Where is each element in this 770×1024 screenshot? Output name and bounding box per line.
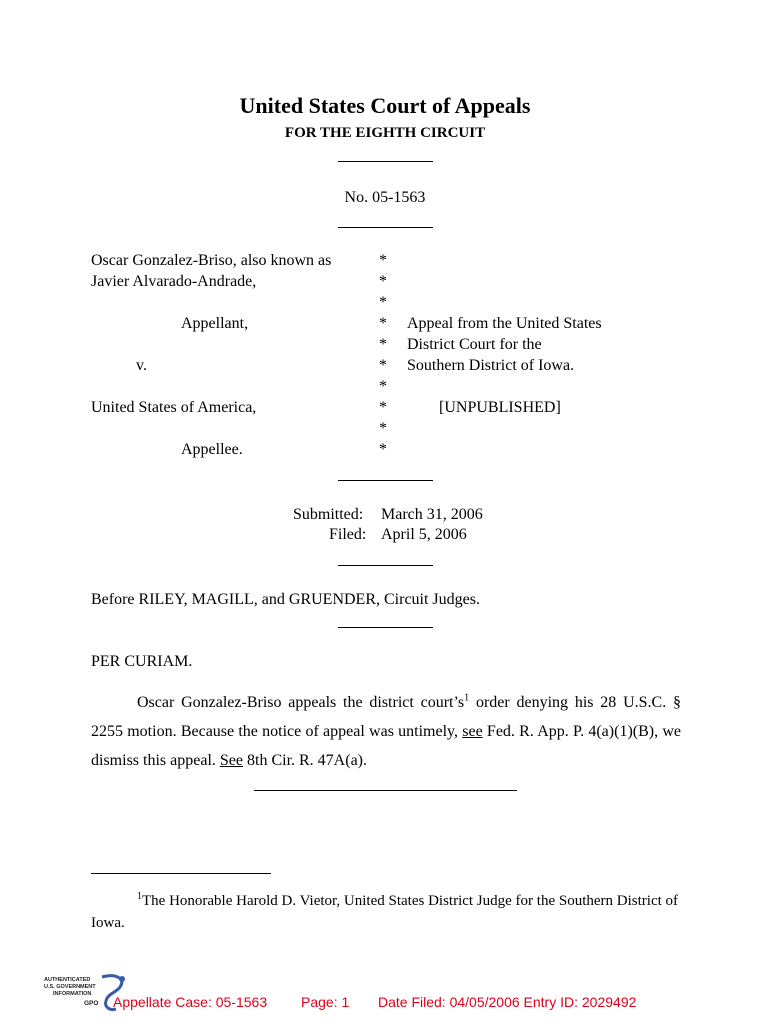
opinion-text: Oscar Gonzalez-Briso appeals the district court’s	[137, 694, 465, 711]
appeal-from-line3: Southern District of Iowa.	[407, 357, 575, 374]
caption-star: *	[379, 441, 387, 458]
logo-text: INFORMATION	[53, 991, 92, 997]
opinion-text: 8th Cir. R. 47A(a).	[243, 752, 367, 769]
submitted-label: Submitted:	[293, 506, 364, 523]
logo-text: U.S. GOVERNMENT	[44, 984, 96, 990]
per-curiam-heading: PER CURIAM.	[91, 653, 193, 670]
filed-date: April 5, 2006	[381, 526, 467, 543]
divider	[338, 161, 433, 162]
eagle-head-icon	[119, 976, 125, 982]
divider	[338, 627, 433, 628]
party2-role: Appellee.	[181, 441, 243, 458]
divider	[338, 227, 433, 228]
logo-text: AUTHENTICATED	[44, 977, 91, 983]
caption-star: *	[379, 399, 387, 416]
stamp-case-number: Appellate Case: 05-1563	[113, 994, 268, 1010]
citation-signal: See	[219, 752, 243, 769]
caption-star: *	[379, 420, 387, 437]
case-number: No. 05-1563	[344, 189, 426, 206]
filed-label: Filed:	[329, 526, 367, 543]
appeal-from-line2: District Court for the	[407, 336, 542, 353]
end-rule	[254, 790, 517, 791]
caption-star: *	[379, 357, 387, 374]
caption-star: *	[379, 294, 387, 311]
circuit-subtitle: FOR THE EIGHTH CIRCUIT	[284, 125, 486, 141]
opinion-text: Fed. R. App. P. 4(a)(1)(B), we dismiss this appeal.	[91, 723, 681, 769]
party2-name: United States of America,	[91, 399, 257, 416]
caption-star: *	[379, 378, 387, 395]
stamp-date-filed: Date Filed: 04/05/2006 Entry ID: 2029492	[378, 994, 637, 1010]
versus: v.	[136, 357, 147, 374]
logo-text: GPO	[84, 1000, 99, 1007]
footnote-separator	[91, 873, 271, 874]
divider	[338, 565, 433, 566]
opinion-paragraph	[91, 688, 681, 775]
footnote-text: The Honorable Harold D. Vietor, United States District Judge for the Southern District of Iowa.	[91, 893, 679, 931]
citation-signal: see	[462, 723, 483, 740]
appeal-from-line1: Appeal from the United States	[407, 315, 602, 332]
publication-status: [UNPUBLISHED]	[439, 399, 561, 416]
footnote-marker: 1	[137, 891, 142, 902]
caption-star: *	[379, 315, 387, 332]
panel-judges: Before RILEY, MAGILL, and GRUENDER, Circuit Judges.	[91, 591, 480, 608]
caption-star: *	[379, 273, 387, 290]
opinion-text: order denying his 28 U.S.C. § 2255 motion. Because the notice of appeal was untimely,	[91, 694, 681, 740]
caption-star: *	[379, 252, 387, 269]
divider	[338, 480, 433, 481]
party1-role: Appellant,	[181, 315, 249, 332]
footnote-reference: 1	[464, 692, 470, 704]
court-title: United States Court of Appeals	[239, 93, 531, 118]
party1-name-line1: Oscar Gonzalez-Briso, also known as	[91, 252, 332, 269]
stamp-page-number: Page: 1	[301, 994, 350, 1010]
caption-star: *	[379, 336, 387, 353]
party1-name-line2: Javier Alvarado-Andrade,	[91, 273, 257, 290]
submitted-date: March 31, 2006	[381, 506, 483, 523]
footnote	[91, 890, 681, 934]
